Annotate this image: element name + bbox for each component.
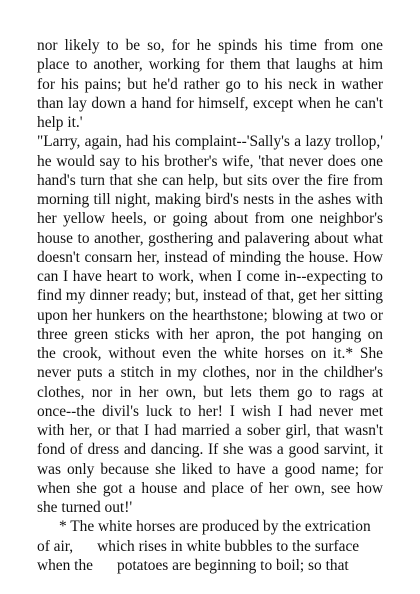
footnote-line-3-start: when the (37, 556, 93, 574)
footnote (37, 517, 383, 575)
paragraph-1: nor likely to be so, for he spinds his time from one place to another, working for them that laughs at him for his pains; but he'd rather go to his neck in wather than lay down a hand for himself, except when he can't help it.' (37, 37, 383, 131)
footnote-line-2-end: which rises in white bubbles to the surface (97, 537, 360, 555)
footnote-line-1: * The white horses are produced by the extrication (59, 518, 371, 536)
footnote-line-2 (37, 537, 383, 556)
document-page (37, 36, 383, 575)
paragraph-2: "Larry, again, had his complaint--'Sally's a lazy trollop,' he would say to his brother's wife, 'that never does one hand's turn that she can help, but sits over the fire from morning till night, making bird's nests in the ashes with her yellow heels, or going about from one neighbor's house to another, gosthering and palavering about what doesn't consarn her, instead of minding the house. How can I have heart to work, when I come in--expecting to find my dinner ready; but, instead of that, get her sitting upon her hunkers on the hearthstone; blowing at two or three green sticks with her apron, the pot hanging on the crook, without even the white horses on it.* She never puts a stitch in my clothes, nor in the childher's clothes, nor in her own, but lets them go to rags at once--the divil's luck to her! I wish I had never met with her, or that I had married a sober girl, that wasn't fond of dress and dancing. If she was a good sarvint, it was only because she liked to have a good name; for when she got a house and place of her own, see how she turned out!' (37, 133, 383, 516)
footnote-line-2-start: of air, (37, 537, 74, 555)
footnote-line-3-end: potatoes are beginning to boil; so that (117, 556, 349, 574)
footnote-line-3 (37, 556, 383, 575)
